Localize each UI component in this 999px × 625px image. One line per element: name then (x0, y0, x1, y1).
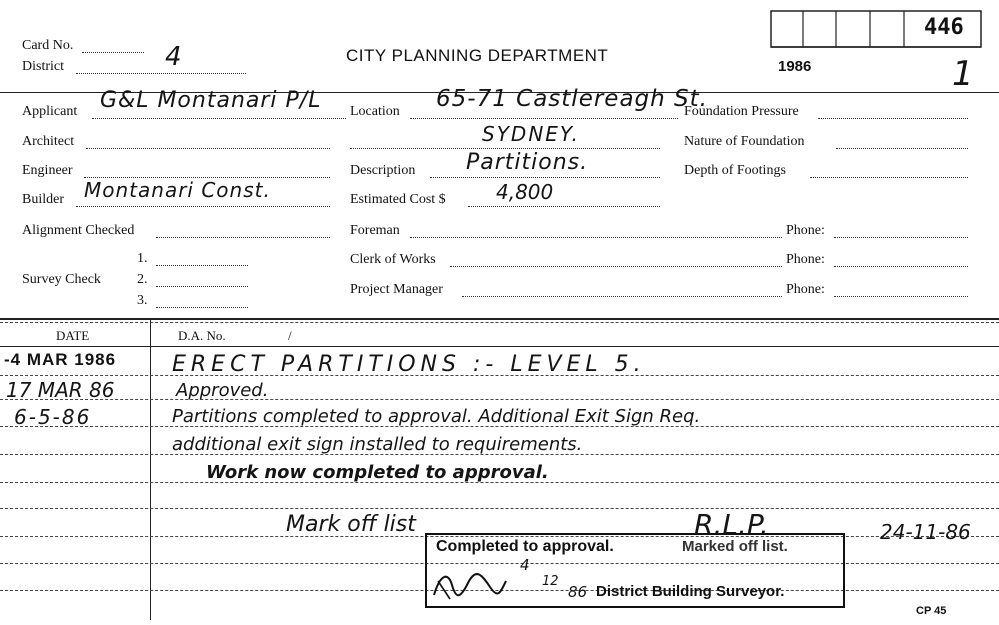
log-row-line (0, 508, 999, 509)
log-entry-1: ERECT PARTITIONS :- LEVEL 5. (172, 352, 646, 377)
pm-line (462, 296, 782, 297)
date-header: DATE (56, 328, 90, 343)
survey-2: 2. (137, 272, 148, 287)
alignment-line (156, 237, 330, 238)
log-date-3: 6-5-86 (14, 405, 92, 429)
sheet-number: 1 (952, 54, 974, 94)
card-no-line (82, 52, 144, 53)
phone-label-3: Phone: (786, 282, 825, 297)
pm-label: Project Manager (350, 282, 443, 297)
clerk-label: Clerk of Works (350, 252, 436, 267)
cost-label: Estimated Cost $ (350, 192, 446, 207)
district-label: District (22, 59, 64, 74)
da-label: D.A. No. (178, 328, 226, 343)
engineer-label: Engineer (22, 163, 73, 178)
location-value-2: SYDNEY. (482, 122, 580, 146)
location-line (410, 118, 678, 119)
applicant-label: Applicant (22, 104, 78, 119)
stamp-day: 4 (520, 556, 530, 574)
date-column-divider (150, 320, 151, 620)
nature-label: Nature of Foundation (684, 134, 805, 149)
log-row-line (0, 399, 999, 400)
survey-3-line (156, 307, 248, 308)
log-date-1: -4 MAR 1986 (4, 350, 117, 369)
log-date-2: 17 MAR 86 (6, 378, 115, 402)
alignment-label: Alignment Checked (22, 223, 135, 238)
depth-line (810, 177, 968, 178)
builder-value: Montanari Const. (84, 178, 271, 202)
cost-line (468, 206, 660, 207)
stamp-initials (430, 565, 510, 605)
phone-line-3 (834, 296, 968, 297)
foreman-label: Foreman (350, 223, 400, 238)
description-label: Description (350, 163, 416, 178)
depth-label: Depth of Footings (684, 163, 786, 178)
log-entry-6: Mark off list (286, 512, 416, 537)
log-entry-3: Partitions completed to approval. Additional Exit Sign Req. (172, 406, 701, 427)
survey-3: 3. (137, 293, 148, 308)
architect-line (86, 148, 330, 149)
district-value: 4 (165, 42, 182, 72)
phone-label-2: Phone: (786, 252, 825, 267)
stamp-completed: Completed to approval. (436, 538, 614, 555)
stamp-marked: Marked off list. (682, 538, 788, 555)
stamp-month: 12 (542, 574, 559, 589)
foundation-pressure-label: Foundation Pressure (684, 104, 799, 119)
log-entry-4: additional exit sign installed to requirements. (172, 434, 583, 455)
card-no-label: Card No. (22, 38, 74, 53)
phone-label-1: Phone: (786, 223, 825, 238)
clerk-line (450, 266, 782, 267)
form-code: CP 45 (916, 605, 947, 617)
log-entry-2: Approved. (176, 380, 269, 401)
survey-1: 1. (137, 251, 148, 266)
builder-line (76, 206, 330, 207)
location-value: 65-71 Castlereagh St. (436, 86, 708, 112)
da-value: / (288, 328, 292, 343)
stamp-surveyor: District Building Surveyor. (596, 583, 785, 600)
survey-2-line (156, 286, 248, 287)
location-line-2 (350, 148, 660, 149)
stamp-year: 86 (568, 583, 588, 601)
applicant-line (92, 118, 346, 119)
signature-date: 24-11-86 (880, 520, 971, 544)
builder-label: Builder (22, 192, 64, 207)
survey-1-line (156, 265, 248, 266)
architect-label: Architect (22, 134, 75, 149)
description-line (430, 177, 660, 178)
foundation-pressure-line (818, 118, 968, 119)
cost-value: 4,800 (496, 180, 554, 204)
survey-label: Survey Check (22, 272, 101, 287)
nature-line (836, 148, 968, 149)
description-value: Partitions. (466, 150, 589, 175)
district-line (76, 73, 246, 74)
applicant-value: G&L Montanari P/L (100, 88, 322, 113)
department-title: CITY PLANNING DEPARTMENT (346, 46, 609, 65)
signature: R.L.P. (694, 508, 769, 541)
log-entry-5: Work now completed to approval. (206, 462, 549, 483)
phone-line-2 (834, 266, 968, 267)
phone-line-1 (834, 237, 968, 238)
card-number: 446 (924, 15, 964, 40)
year: 1986 (778, 58, 812, 75)
foreman-line (410, 237, 782, 238)
location-label: Location (350, 104, 400, 119)
